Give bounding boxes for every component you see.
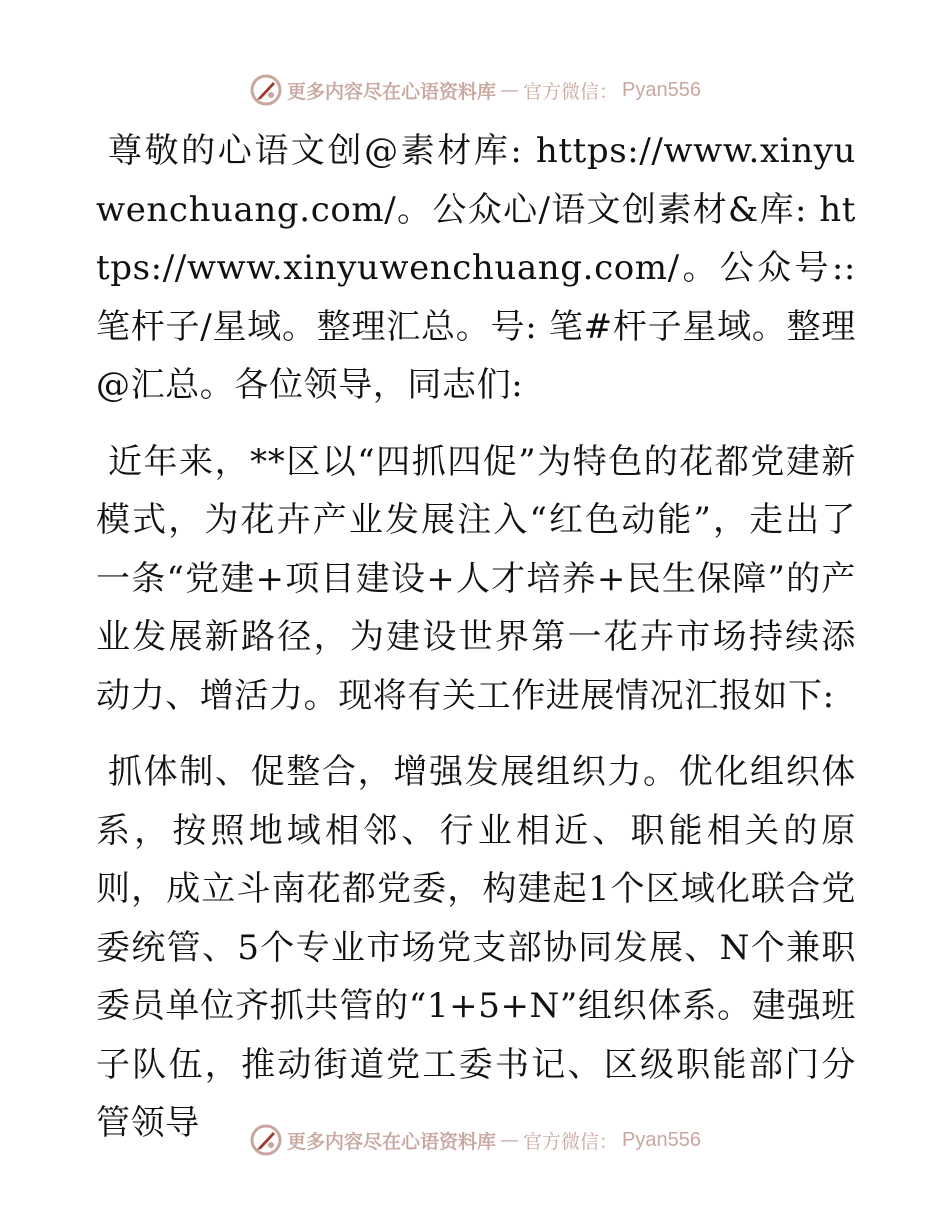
watermark-wechat-label: 官方微信： — [523, 1130, 619, 1153]
header-watermark-banner — [0, 70, 950, 110]
paragraph-organization: 抓体制、促整合，增强发展组织力。优化组织体系，按照地域相邻、行业相近、职能相关的原则，成立斗南花都党委，构建起1个区域化联合党委统管、5个专业市场党支部协同发展、N个兼职委员单位齐抓共管的“1+5+N”组织体系。建强班子队伍，推动街道党工委书记、区级职能部门分管领导 — [96, 752, 856, 1143]
watermark-brand-text: 更多内容尽在心语资料库 — [287, 1130, 497, 1153]
footer-watermark-banner — [0, 1120, 950, 1160]
watermark-dash: — — [500, 1129, 520, 1151]
document-body — [96, 122, 856, 1171]
watermark-brand-text: 更多内容尽在心语资料库 — [287, 80, 497, 103]
quill-seal-icon — [249, 73, 283, 107]
paragraph-greeting: 尊敬的心语文创@素材库: https://www.xinyuwenchuang.com/。公众心/语文创素材&库: https://www.xinyuwenchuang.com/。公众号:: 笔杆子/星域。整理汇总。号: 笔#杆子星域。整理@汇总。各位领导，同志们: — [96, 131, 856, 405]
watermark-dash: — — [500, 79, 520, 101]
watermark-account: Pyan556 — [622, 1128, 701, 1151]
watermark-wechat-label: 官方微信： — [523, 80, 619, 103]
paragraph-introduction: 近年来，**区以“四抓四促”为特色的花都党建新模式，为花卉产业发展注入“红色动能”，走出了一条“党建+项目建设+人才培养+民生保障”的产业发展新路径，为建设世界第一花卉市场持续添动力、增活力。现将有关工作进展情况汇报如下: — [96, 441, 856, 716]
quill-seal-icon — [249, 1123, 283, 1157]
watermark-account: Pyan556 — [622, 78, 701, 101]
